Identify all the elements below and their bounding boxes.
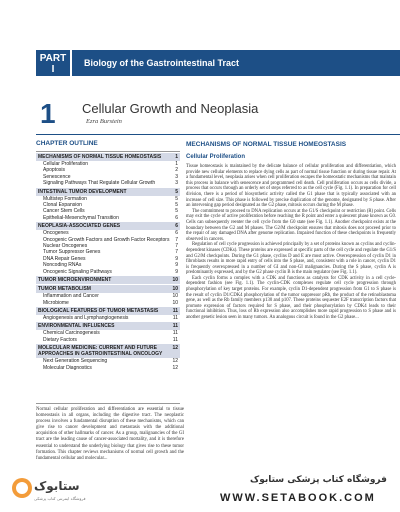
outline-item-title: Noncoding RNAs (43, 262, 82, 269)
outline-item-title: Nuclear Oncogenes (43, 243, 88, 250)
outline-section-page: 12 (172, 345, 178, 352)
outline-item-title: Oncogenic Signaling Pathways (43, 268, 112, 275)
part-badge (36, 50, 70, 76)
outline-section (36, 276, 180, 284)
outline-section (36, 322, 180, 330)
outline-section (36, 344, 180, 358)
body-paragraph: Regulation of cell cycle progression is achieved principally by a set of proteins known as cyclins and cyclin-dependent kinases (CDKs). These proteins are expressed at specific parts of the cell cycle and regulate the G1/S and G2/M checkpoints. During the G1 phase, cyclins D and E are most active. Overexpression of cyclin D1 in fibroblasts results in more rapid entry of cells into the S phase, and, consistent with a role in cancer, cyclin D1 is frequently overexpressed in a number of GI and non-GI malignancies. During the S phase, cyclin A is predominantly expressed, and by the G2 phase cyclin B is the main regulator (see Fig. 1.1). (186, 242, 396, 276)
outline-section (36, 307, 180, 315)
watermark-url[interactable]: WWW.SETABOOK.COM (220, 492, 376, 504)
outline-section-page: 11 (172, 307, 178, 314)
outline-item-title: Multistep Formation (43, 195, 87, 202)
outline-item-page: 12 (172, 358, 178, 365)
outline-item-title: Senescence (43, 173, 71, 180)
outline-section-title: MOLECULAR MEDICINE: CURRENT AND FUTURE APPROACHES IN GASTROINTESTINAL ONCOLOGY (38, 345, 163, 358)
outline-item-title: Cancer Stem Cells (43, 208, 85, 215)
outline-item-page: 3 (175, 180, 178, 187)
outline-section-title: ENVIRONMENTAL INFLUENCES (38, 323, 115, 330)
outline-section (36, 153, 180, 161)
outline-section-title: BIOLOGICAL FEATURES OF TUMOR METASTASIS (38, 307, 159, 314)
intro-paragraph: Normal cellular proliferation and differentiation are essential to tissue homeostasis in all organs, including the digestive tract. The neoplastic process involves a fundamental disruption of these mechanisms, which can give rise to cancer development and metastasis with the additional acquisition of other hallmarks of cancer. As a group, malignancies of the GI tract are the leading cause of cancer-associated mortality, and it is therefore essential to understand the underlying biology that gives rise to these tumor formation. This chapter reviews mechanisms of normal cell growth and the fundamental cellular and molecular... (36, 407, 184, 461)
outline-section-title: TUMOR MICROENVIRONMENT (38, 277, 112, 284)
outline-item-page: 11 (172, 314, 178, 321)
outline-item-page: 7 (175, 236, 178, 243)
outline-item (36, 315, 180, 321)
outline-item (36, 180, 180, 186)
outline-item (36, 300, 180, 306)
outline-section (36, 285, 180, 293)
outline-item-title: Oncogenic Growth Factors and Growth Factor Receptors (43, 236, 170, 243)
outline-section-title: TUMOR METABOLISM (38, 286, 91, 293)
outline-item-page: 9 (175, 262, 178, 269)
outline-item (36, 337, 180, 343)
outline-item-page: 2 (175, 167, 178, 174)
outline-item-title: Microbiome (43, 299, 69, 306)
chapter-number: 1 (40, 98, 56, 129)
outline-item-page: 1 (175, 161, 178, 167)
outline-item-page: 7 (175, 243, 178, 250)
outline-section-title: NEOPLASIA-ASSOCIATED GENES (38, 223, 121, 230)
outline-section (36, 188, 180, 196)
section-subheading: Cellular Proliferation (186, 154, 246, 160)
part-title: Biology of the Gastrointestinal Tract (72, 50, 400, 76)
outline-section (36, 222, 180, 230)
outline-item-page: 11 (172, 330, 178, 337)
logo-text: ستابوک (34, 479, 80, 493)
body-paragraph: Each cyclin forms a complex with a CDK and functions as catalysts for CDK activity in a cell cycle-dependent fashion (see Fig. 1.1). The cyclin-CDK complexes regulate cell cycle progression through phosphorylation of key target proteins. For example, cyclin D1-dependent progression from G1 to S phase is the result of cyclin D1/CDK4 phosphorylation of the tumor suppressor pRb, the product of the retinoblastoma gene, as well as the Rb family members p130 and p107. These proteins sequester E2F transcription factors that promote expression of factors required for S phase, and their phosphorylation by CDK4 leads to their functional inhibition. Thus, loss of Rb expression also accomplishes more rapid progression to S phase and is another genetic lesion seen in many tumors. An analogous circuit is found in the G2 phase... (186, 275, 396, 321)
part-number: I (51, 64, 55, 75)
outline-item-title: Tumor Suppressor Genes (43, 249, 101, 256)
outline-item (36, 215, 180, 221)
outline-item-page: 12 (172, 364, 178, 371)
chapter-divider (36, 134, 400, 135)
outline-item (36, 365, 180, 371)
outline-item-page: 6 (175, 230, 178, 237)
outline-item-page: 9 (175, 268, 178, 275)
part-label: PART (39, 53, 67, 64)
outline-item-title: DNA Repair Genes (43, 255, 86, 262)
outline-item-title: Signaling Pathways That Regulate Cellular Growth (43, 180, 156, 187)
outline-section-page: 11 (172, 323, 178, 330)
outline-item-page: 3 (175, 173, 178, 180)
outline-item-title: Oncogenes (43, 230, 69, 237)
outline-item-title: Apoptosis (43, 167, 65, 174)
outline-section-page: 1 (175, 154, 178, 160)
outline-heading: CHAPTER OUTLINE (36, 140, 98, 147)
outline-item-page: 6 (175, 214, 178, 221)
outline-section-title: INTESTINAL TUMOR DEVELOPMENT (38, 188, 127, 195)
outline-item-page: 11 (172, 336, 178, 343)
outline-item-title: Epithelial-Mesenchymal Transition (43, 214, 119, 221)
outline-item-page: 10 (172, 299, 178, 306)
outline-section-page: 5 (175, 188, 178, 195)
outline-section-page: 10 (172, 277, 178, 284)
section-body (186, 164, 396, 321)
outline-item-title: Next Generation Sequencing (43, 358, 108, 365)
outline-item-title: Clonal Expansion (43, 202, 82, 209)
outline-item-page: 5 (175, 208, 178, 215)
outline-item-title: Inflammation and Cancer (43, 293, 99, 300)
outline-item-title: Angiogenesis and Lymphangiogenesis (43, 314, 129, 321)
body-paragraph: The commitment to proceed to DNA replication occurs at the G1/S checkpoint or restriction (R) point. Cells may exit the cycle of active proliferation before reaching the R point and enter a quiescent phase known as G0. Cells can subsequently reenter the cell cycle from the G0 state (see Fig. 1.1). Another checkpoint exists at the boundary between the G2 and M phases. The G2/M checkpoint ensures that mitosis does not proceed prior to the repair of any damaged DNA after genome replication. Impaired function of these checkpoints is frequently observed in cancers. (186, 208, 396, 242)
body-paragraph: Tissue homeostasis is maintained by the delicate balance of cellular proliferation and differentiation, which provide new cellular elements to replace dying cells as part of normal tissue function or during tissue repair. At a fundamental level, neoplasia arises when cell proliferation escapes the homeostatic mechanisms that maintain this process in balance with senescence and programmed cell death. Cell proliferation occurs as cells divide, a process that occurs through an orderly set of steps referred to as the cell cycle (Fig. 1.1). In preparation for cell division, there is a period of biosynthetic activity called the G1 phase that is typically associated with an increase of cell size. This phase is followed by precise duplication of the genome, designated by S phase. After an intervening gap period designated as the G2 phase, mitosis occurs during the M phase. (186, 164, 396, 209)
outline-section-title: MECHANISMS OF NORMAL TISSUE HOMEOSTASIS (38, 154, 162, 160)
chapter-author: Ezra Burstein (86, 118, 122, 125)
outline-item-page: 7 (175, 249, 178, 256)
outline-item-title: Molecular Diagnostics (43, 364, 92, 371)
outline-item-title: Cellular Proliferation (43, 161, 89, 167)
logo-tagline: فروشگاه اینترنتی کتاب پزشکی (34, 496, 86, 501)
outline-item-page: 5 (175, 195, 178, 202)
outline-section-page: 6 (175, 223, 178, 230)
section-heading: MECHANISMS OF NORMAL TISSUE HOMEOSTASIS (186, 141, 347, 148)
outline-item-title: Dietary Factors (43, 336, 77, 343)
outline-item-page: 10 (172, 293, 178, 300)
chapter-outline (36, 151, 180, 404)
chapter-title: Cellular Growth and Neoplasia (82, 101, 259, 116)
outline-item (36, 269, 180, 275)
outline-item-page: 5 (175, 202, 178, 209)
outline-item-page: 9 (175, 255, 178, 262)
watermark-title: فروشگاه کتاب پزشکی ستابوک (250, 475, 387, 485)
outline-section-page: 10 (172, 286, 178, 293)
top-margin (0, 0, 400, 40)
setabook-logo (8, 468, 88, 508)
outline-item-title: Chemical Carcinogenesis (43, 330, 100, 337)
